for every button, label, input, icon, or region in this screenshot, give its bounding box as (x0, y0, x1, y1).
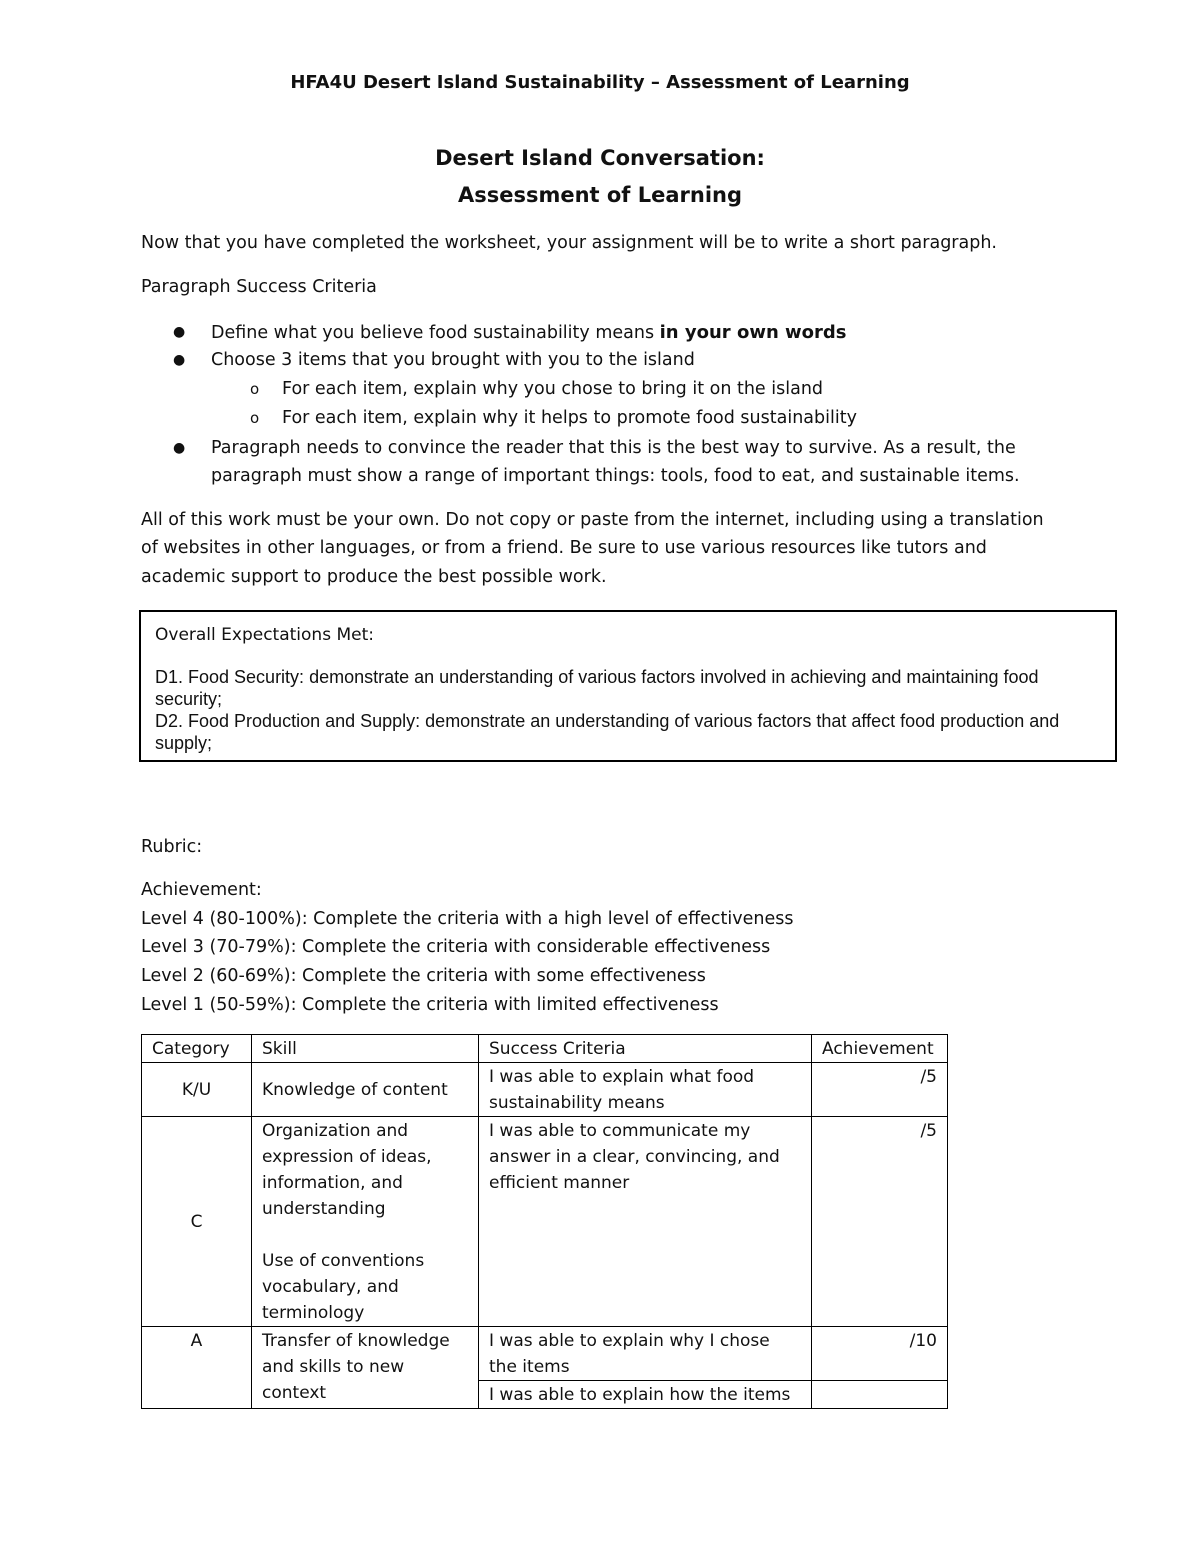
table-header-row (142, 1035, 948, 1063)
score-cell: /5 (812, 1063, 948, 1117)
rubric-table (141, 1034, 948, 1409)
score-cell: /5 (812, 1117, 948, 1327)
criteria-cell: I was able to explain what food sustainability means (479, 1063, 812, 1117)
table-header: Success Criteria (479, 1035, 812, 1063)
intro-text: Now that you have completed the worksheet, your assignment will be to write a short paragraph. (141, 233, 997, 253)
bullet-icon: ● (173, 440, 186, 456)
table-row (142, 1327, 948, 1381)
table-header: Category (142, 1035, 252, 1063)
bullet-define (211, 318, 847, 348)
integrity-line1: All of this work must be your own. Do not copy or paste from the internet, including using a translation (141, 510, 1044, 530)
skill-cell (252, 1117, 479, 1327)
score-cell: /10 (812, 1327, 948, 1381)
page-subtitle: Assessment of Learning (457, 183, 743, 207)
bullet-convince-line1: Paragraph needs to convince the reader that this is the best way to survive. As a result, the (211, 438, 1016, 458)
expectations-label: Overall Expectations Met: (155, 625, 374, 645)
level-2: Level 2 (60-69%): Complete the criteria with some effectiveness (141, 966, 706, 986)
bullet-define-emphasis: in your own words (659, 322, 847, 343)
table-row (142, 1117, 948, 1327)
sub-bullet-icon: o (250, 409, 260, 427)
table-header: Achievement (812, 1035, 948, 1063)
sub-bullet-icon: o (250, 380, 260, 398)
score-cell-empty (812, 1381, 948, 1409)
level-1: Level 1 (50-59%): Complete the criteria with limited effectiveness (141, 995, 719, 1015)
criteria-cell: I was able to explain how the items (479, 1381, 812, 1409)
category-cell: K/U (142, 1063, 252, 1117)
skill-cell: Transfer of knowledge and skills to new context (252, 1327, 479, 1409)
criteria-cell: I was able to explain why I chose the items (479, 1327, 812, 1381)
sub-bullet-why-chose: For each item, explain why you chose to bring it on the island (282, 379, 824, 399)
bullet-choose-items: Choose 3 items that you brought with you to the island (211, 350, 695, 370)
expectation-d2: D2. Food Production and Supply: demonstrate an understanding of various factors that affect food production and supply; (155, 711, 1060, 753)
sub-bullet-sustainability: For each item, explain why it helps to promote food sustainability (282, 408, 857, 428)
level-4: Level 4 (80-100%): Complete the criteria with a high level of effectiveness (141, 909, 794, 929)
skill-cell: Knowledge of content (252, 1063, 479, 1117)
bullet-icon: ● (173, 352, 186, 368)
skill-organization: Organization and expression of ideas, information, and understanding (262, 1121, 432, 1219)
bullet-icon: ● (173, 324, 186, 340)
expectation-d1: D1. Food Security: demonstrate an understanding of various factors involved in achieving and maintaining food security; (155, 667, 1039, 709)
criteria-heading: Paragraph Success Criteria (141, 277, 377, 297)
category-cell: C (142, 1117, 252, 1327)
page-header: HFA4U Desert Island Sustainability – Assessment of Learning (290, 72, 910, 93)
criteria-cell: I was able to communicate my answer in a clear, convincing, and efficient manner (479, 1117, 812, 1327)
bullet-define-text: Define what you believe food sustainability means (211, 323, 660, 343)
table-row (142, 1063, 948, 1117)
integrity-line3: academic support to produce the best possible work. (141, 567, 607, 587)
achievement-label: Achievement: (141, 880, 262, 900)
skill-conventions: Use of conventions vocabulary, and terminology (262, 1251, 425, 1323)
page-title: Desert Island Conversation: (435, 146, 765, 170)
integrity-line2: of websites in other languages, or from a friend. Be sure to use various resources like tutors and (141, 538, 987, 558)
level-3: Level 3 (70-79%): Complete the criteria with considerable effectiveness (141, 937, 771, 957)
category-cell: A (142, 1327, 252, 1409)
rubric-label: Rubric: (141, 837, 203, 857)
bullet-convince-line2: paragraph must show a range of important things: tools, food to eat, and sustainable items. (211, 466, 1020, 486)
table-header: Skill (252, 1035, 479, 1063)
expectations-box (139, 610, 1117, 762)
